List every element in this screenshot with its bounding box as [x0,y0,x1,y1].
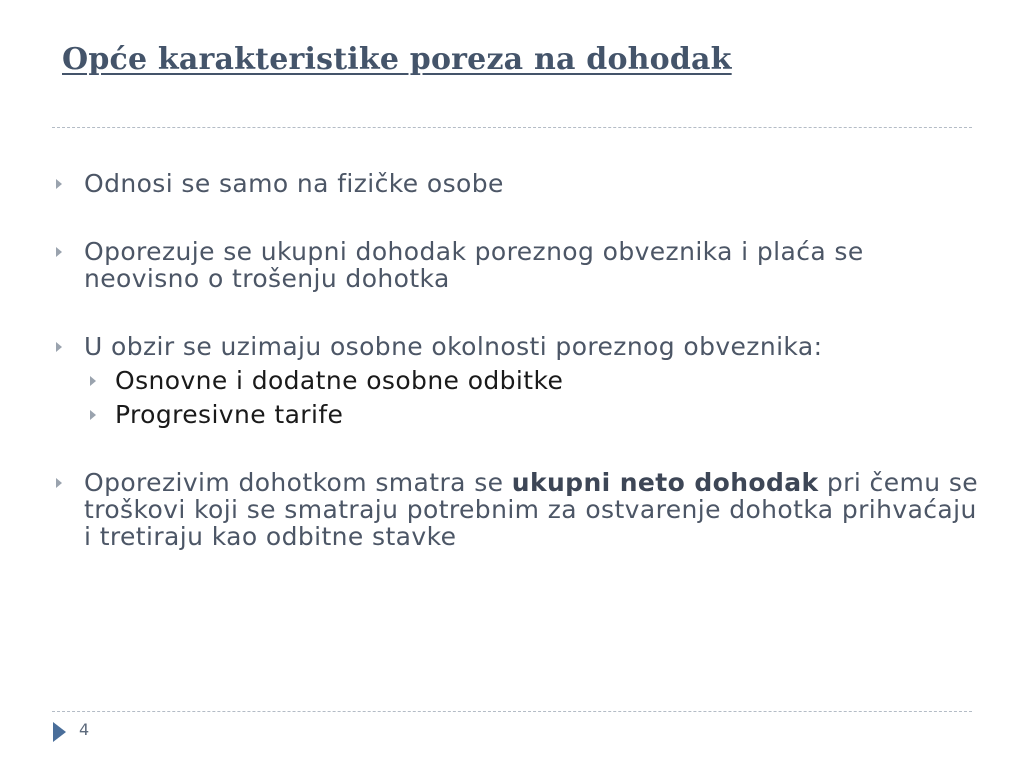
bullet-item [52,469,982,550]
bullet-text-emphasis: ukupni neto dohodak [511,468,819,497]
bullet-list [52,170,982,550]
sub-bullet-text: Progresivne tarife [115,400,344,429]
bullet-text: Oporezuje se ukupni dohodak poreznog obveznika i plaća se neovisno o trošenju dohotka [84,237,864,293]
bullet-text-end: pri čemu se troškovi koji se smatraju potrebnim za ostvarenje dohotka prihvaćaju i tretiraju kao odbitne stavke [84,468,979,551]
triangle-bullet-icon [56,179,62,189]
sub-bullet-text: Osnovne i dodatne osobne odbitke [115,366,564,395]
triangle-bullet-icon [90,376,96,386]
bullet-item [52,333,982,428]
triangle-bullet-icon [56,478,62,488]
bottom-divider [52,711,972,712]
bullet-text: Odnosi se samo na fizičke osobe [84,169,504,198]
bullet-text: U obzir se uzimaju osobne okolnosti poreznog obveznika: [84,332,823,361]
play-arrow-icon [53,722,66,742]
triangle-bullet-icon [56,247,62,257]
slide-title: Opće karakteristike poreza na dohodak [62,42,732,77]
triangle-bullet-icon [90,410,96,420]
bullet-item [52,238,982,292]
triangle-bullet-icon [56,342,62,352]
bullet-text-start: Oporezivim dohotkom smatra se [84,468,512,497]
sub-bullet-item [84,401,982,428]
bullet-item [52,170,982,197]
top-divider [52,127,972,128]
sub-bullet-item [84,367,982,394]
page-number: 4 [79,720,90,739]
